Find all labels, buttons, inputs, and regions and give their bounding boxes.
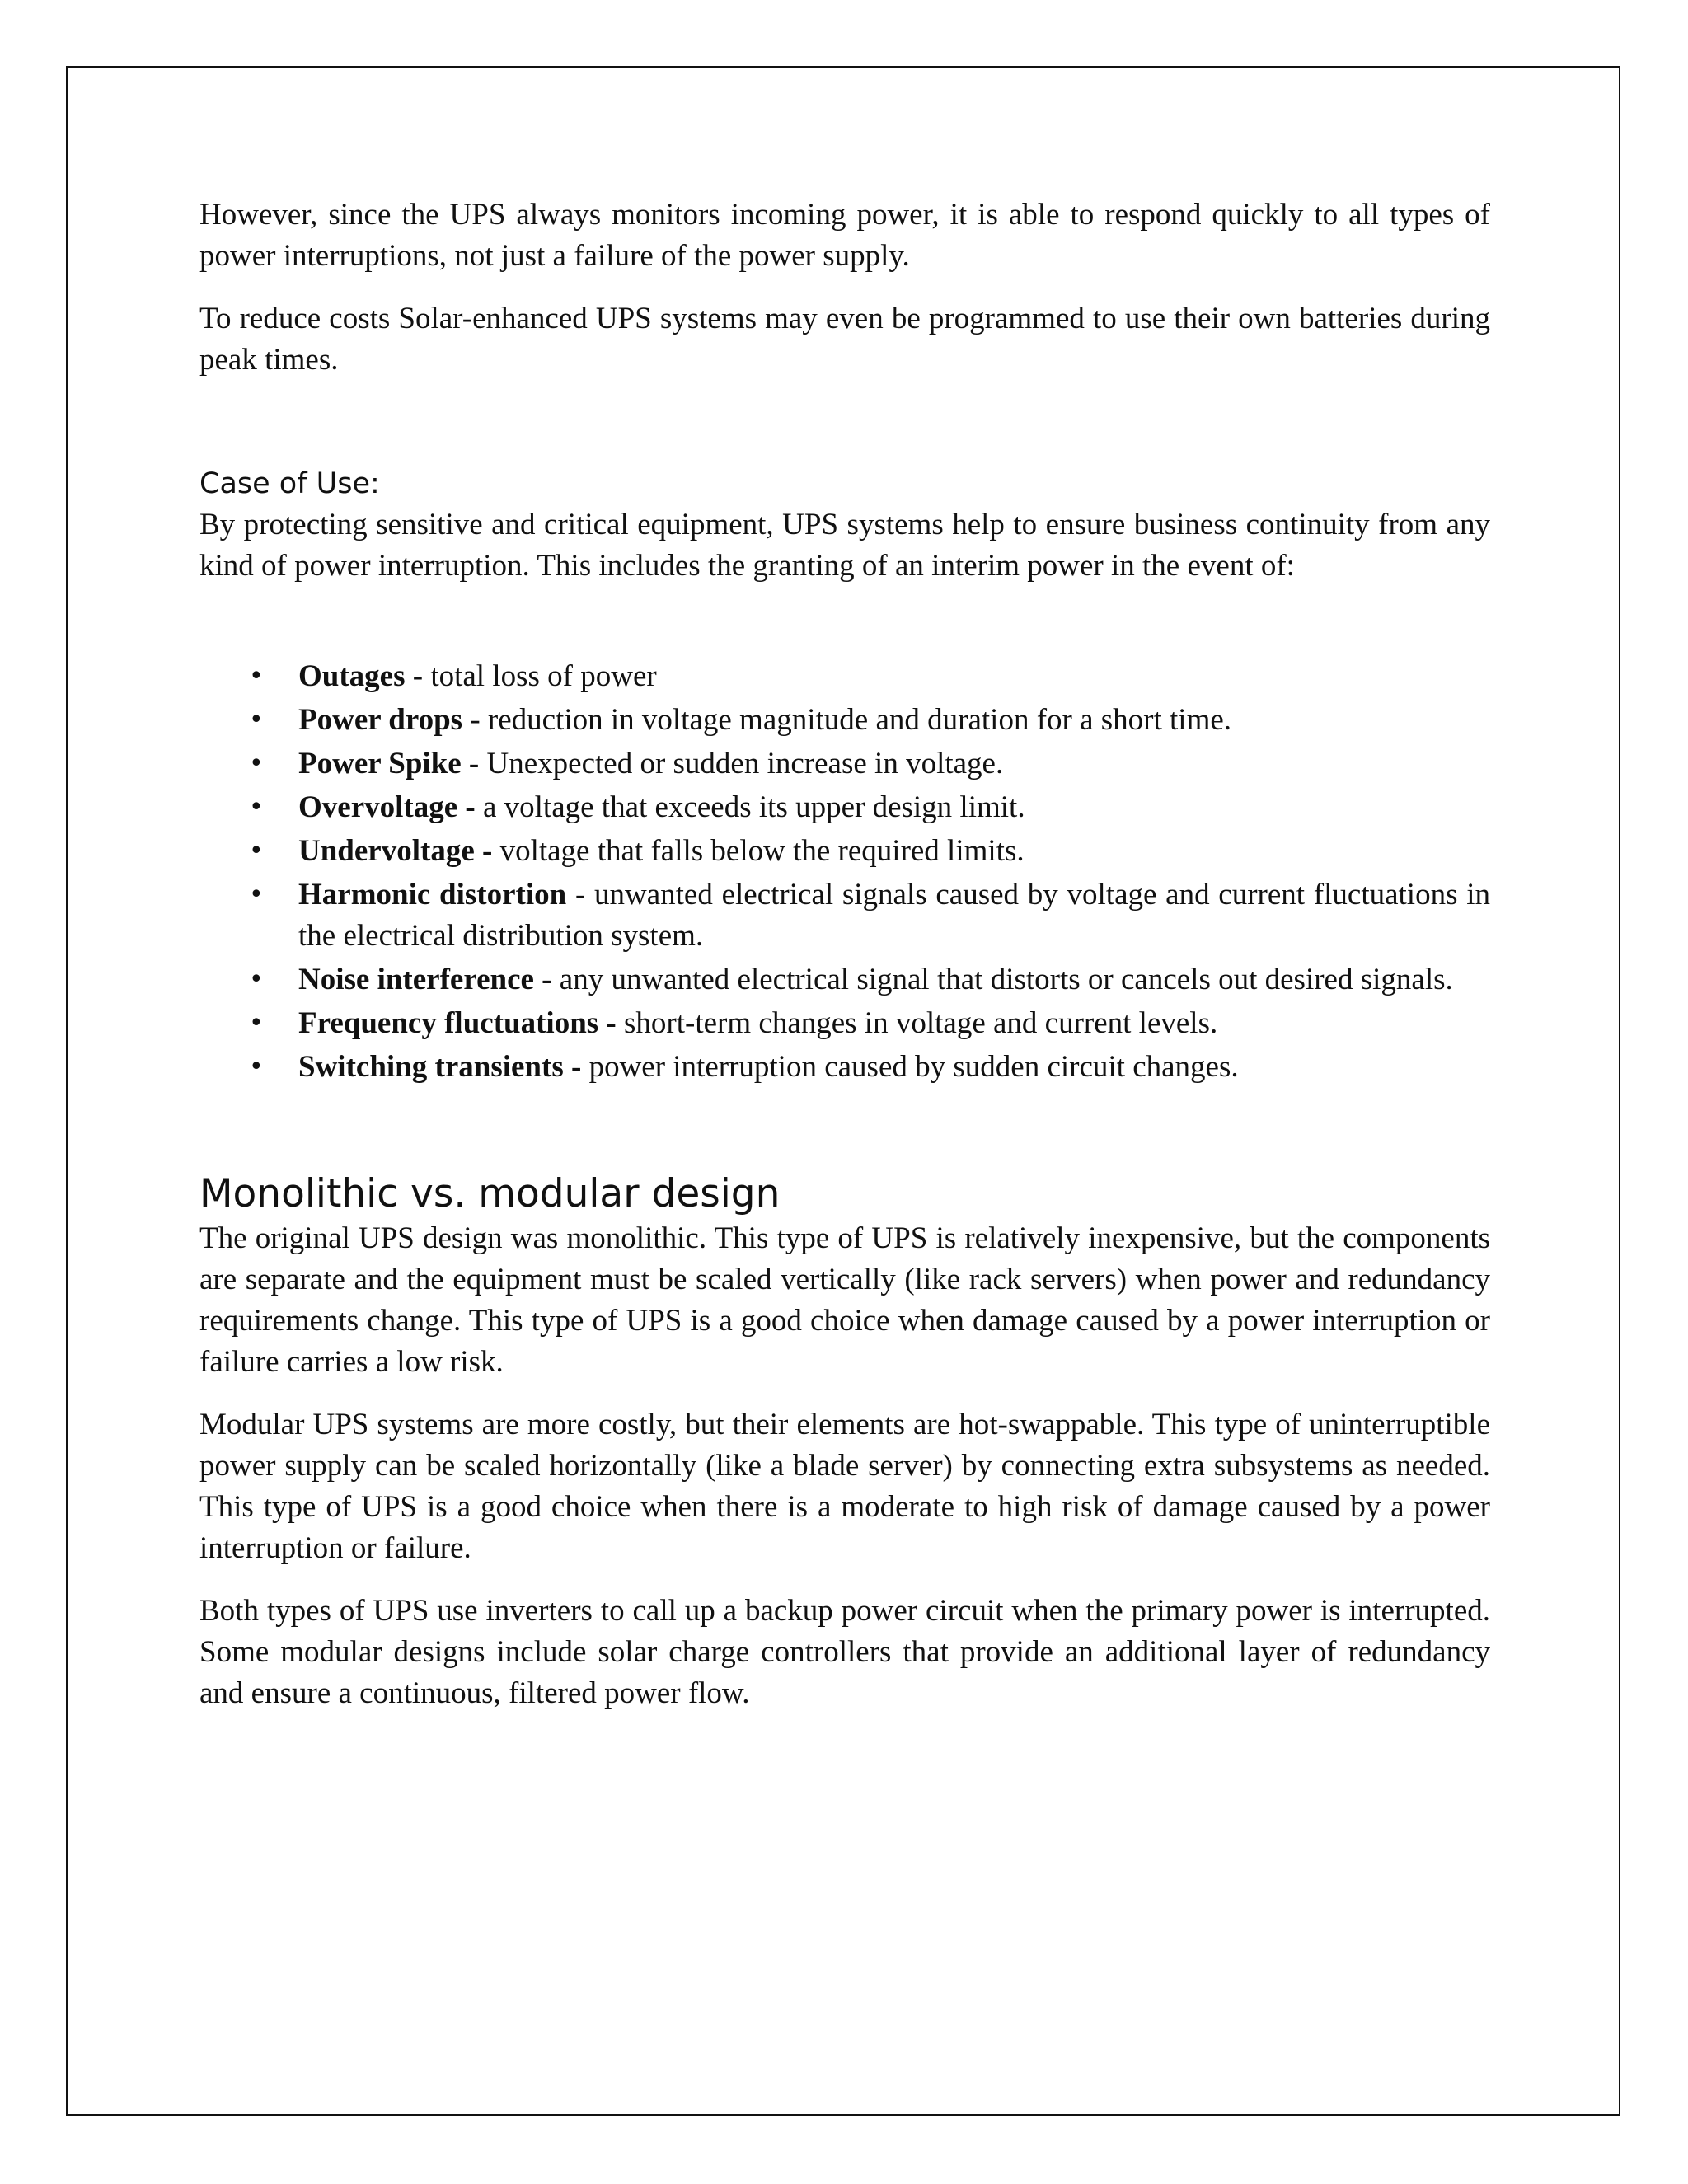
power-issues-list — [199, 656, 1490, 1088]
list-item — [199, 700, 1490, 741]
list-item — [199, 959, 1490, 1001]
list-item-term: Outages — [298, 659, 406, 693]
list-item-description: - reduction in voltage magnitude and duration for a short time. — [462, 703, 1232, 737]
bullet-icon: • — [249, 793, 264, 822]
list-item-description: Unexpected or sudden increase in voltage. — [479, 747, 1004, 780]
bullet-icon: • — [249, 749, 264, 778]
list-item-description: short-term changes in voltage and current levels. — [616, 1006, 1218, 1040]
list-item — [199, 743, 1490, 785]
list-item-description: unwanted electrical signals caused by voltage and current fluctuations in the electrical distribution system. — [298, 878, 1490, 953]
list-item-description: power interruption caused by sudden circuit changes. — [581, 1050, 1239, 1084]
monolithic-heading: Monolithic vs. modular design — [199, 1171, 781, 1216]
list-item — [199, 1047, 1490, 1088]
list-item-term: Noise interference - — [298, 963, 552, 996]
list-item-term: Harmonic distortion - — [298, 878, 586, 912]
case-of-use-paragraph: By protecting sensitive and critical equipment, UPS systems help to ensure business continuity from any kind of power interruption. This includes the granting of an interim power in the event of: — [199, 508, 1490, 583]
list-item — [199, 1003, 1490, 1044]
intro-paragraph-2: To reduce costs Solar-enhanced UPS systems may even be programmed to use their own batteries during peak times. — [199, 302, 1490, 377]
list-item — [199, 874, 1490, 957]
monolithic-paragraph-1: The original UPS design was monolithic. This type of UPS is relatively inexpensive, but the components are separate and the equipment must be scaled vertically (like rack servers) when power and redundancy requirements change. This type of UPS is a good choice when damage caused by a power interruption or failure carries a low risk. — [199, 1221, 1490, 1379]
intro-paragraph-1: However, since the UPS always monitors incoming power, it is able to respond quickly to all types of power interruptions, not just a failure of the power supply. — [199, 198, 1490, 273]
bullet-icon: • — [249, 662, 264, 691]
list-item-description: - total loss of power — [405, 659, 657, 693]
list-item-term: Frequency fluctuations - — [298, 1006, 617, 1040]
bullet-icon: • — [249, 1052, 264, 1081]
list-item-term: Switching transients - — [298, 1050, 582, 1084]
monolithic-paragraph-3: Both types of UPS use inverters to call up a backup power circuit when the primary power is interrupted. Some modular designs include solar charge controllers that provide an additional layer of redundancy and ensure a continuous, filtered power flow. — [199, 1594, 1490, 1710]
list-item-description: voltage that falls below the required limits. — [492, 834, 1025, 868]
monolithic-paragraph-2: Modular UPS systems are more costly, but their elements are hot-swappable. This type of uninterruptible power supply can be scaled horizontally (like a blade server) by connecting extra subsystems as needed. This type of UPS is a good choice when there is a moderate to high risk of damage caused by a power interruption or failure. — [199, 1408, 1490, 1565]
document-body — [199, 194, 1490, 1736]
list-item-description: a voltage that exceeds its upper design limit. — [475, 790, 1025, 824]
bullet-icon: • — [249, 880, 264, 909]
list-item — [199, 831, 1490, 872]
bullet-icon: • — [249, 705, 264, 734]
list-item-term: Undervoltage - — [298, 834, 493, 868]
case-of-use-heading: Case of Use: — [199, 467, 380, 500]
list-item — [199, 787, 1490, 828]
bullet-icon: • — [249, 1009, 264, 1038]
list-item-term: Overvoltage - — [298, 790, 476, 824]
list-item-description: any unwanted electrical signal that distorts or cancels out desired signals. — [551, 963, 1453, 996]
bullet-icon: • — [249, 965, 264, 994]
bullet-icon: • — [249, 837, 264, 865]
list-item-term: Power drops — [298, 703, 463, 737]
list-item — [199, 656, 1490, 697]
list-item-term: Power Spike - — [298, 747, 480, 780]
